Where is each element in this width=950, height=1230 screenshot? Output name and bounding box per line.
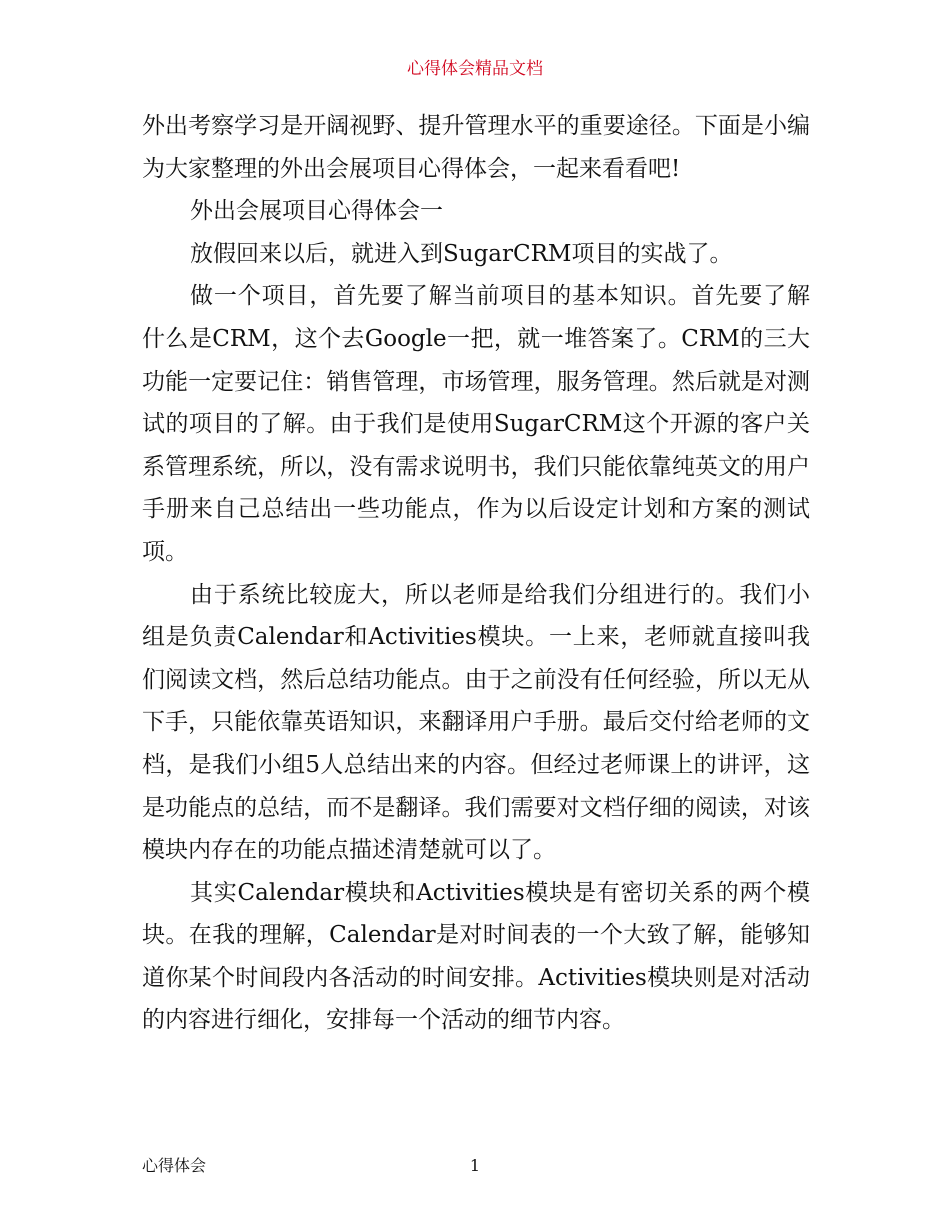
body-paragraph: 放假回来以后，就进入到SugarCRM项目的实战了。: [190, 240, 733, 267]
body-paragraph: 由于系统比较庞大，所以老师是给我们分组进行的。我们小组是负责Calendar和Activities模块。一上来，老师就直接叫我们阅读文档，然后总结功能点。由于之前没有任何经验，所以无从下手，只能依靠英语知识，来翻译用户手册。最后交付给老师的文档，是我们小组5人总结出来的内容。但经过老师课上的讲评，这是功能点的总结，而不是翻译。我们需要对文档仔细的阅读，对该模块内存在的功能点描述清楚就可以了。: [142, 581, 810, 864]
intro-paragraph: 外出考察学习是开阔视野、提升管理水平的重要途径。下面是小编为大家整理的外出会展项目心得体会，一起来看看吧!: [142, 113, 810, 182]
page-number: 1: [469, 1156, 481, 1175]
page-header-title: 心得体会精品文档: [407, 59, 543, 79]
body-paragraph: 其实Calendar模块和Activities模块是有密切关系的两个模块。在我的理解，Calendar是对时间表的一个大致了解，能够知道你某个时间段内各活动的时间安排。Activities模块则是对活动的内容进行细化，安排每一个活动的细节内容。: [142, 879, 810, 1034]
section-heading: 外出会展项目心得体会一: [190, 198, 443, 225]
footer-label: 心得体会: [142, 1156, 207, 1175]
document-body: [142, 105, 810, 1042]
body-paragraph: 做一个项目，首先要了解当前项目的基本知识。首先要了解什么是CRM，这个去Google一把，就一堆答案了。CRM的三大功能一定要记住：销售管理，市场管理，服务管理。然后就是对测试的项目的了解。由于我们是使用SugarCRM这个开源的客户关系管理系统，所以，没有需求说明书，我们只能依靠纯英文的用户手册来自己总结出一些功能点，作为以后设定计划和方案的测试项。: [142, 283, 810, 565]
